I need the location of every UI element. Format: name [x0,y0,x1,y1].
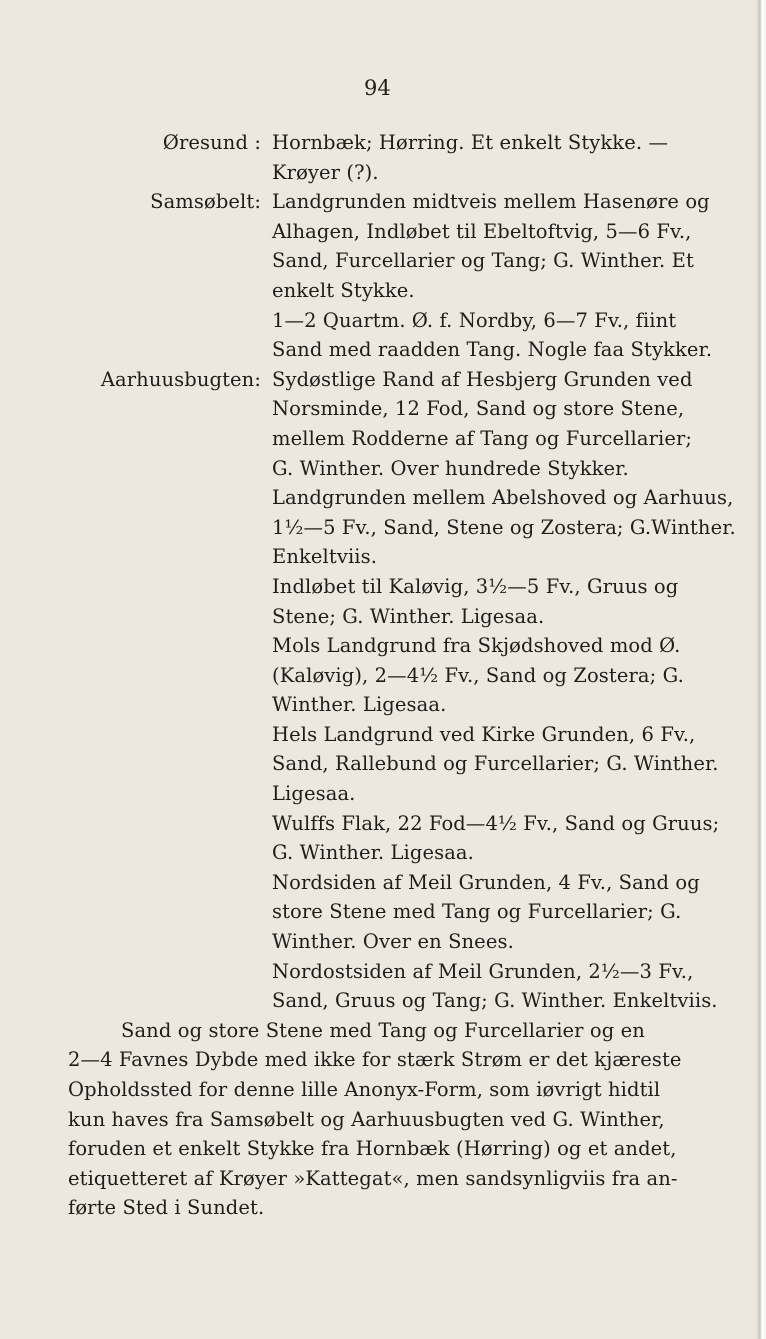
text-line: Nordostsiden af Meil Grunden, 2½—3 Fv., [272,959,694,983]
text-line: Winther. Over en Snees. [272,930,514,954]
text-line: Nordsiden af Meil Grunden, 4 Fv., Sand og [272,870,700,894]
text-line: kun haves fra Samsøbelt og Aarhuusbugten ved G. Winther, [68,1107,665,1131]
text-line: Sand, Gruus og Tang; G. Winther. Enkeltviis. [272,989,718,1013]
text-line: Sand med raadden Tang. Nogle faa Stykker. [272,338,713,362]
text-line: Krøyer (?). [272,160,379,184]
entry-text-samsobelt [272,187,713,365]
text-line: mellem Rodderne af Tang og Furcellarier; [272,426,693,450]
text-line: Hels Landgrund ved Kirke Grunden, 6 Fv., [272,722,696,746]
text-line: 2—4 Favnes Dybde med ikke for stærk Strøm er det kjæreste [68,1048,682,1072]
text-line: (Kaløvig), 2—4½ Fv., Sand og Zostera; G. [272,663,684,687]
entry-label-samsobelt: Samsøbelt: [150,190,261,214]
text-line: Sand og store Stene med Tang og Furcellarier og en [121,1018,645,1042]
entry-aarhuusbugten [0,365,766,1016]
text-line: Stene; G. Winther. Ligesaa. [272,604,545,628]
text-line: Alhagen, Indløbet til Ebeltoftvig, 5—6 Fv., [272,219,692,243]
page-number: 94 [364,76,391,100]
text-line: Sand, Furcellarier og Tang; G. Winther. Et [272,249,694,273]
text-line: Hornbæk; Hørring. Et enkelt Stykke. — [272,131,669,154]
text-line: Wulffs Flak, 22 Fod—4½ Fv., Sand og Gruus; [272,811,720,835]
text-line: Sydøstlige Rand af Hesbjerg Grunden ved [272,367,693,391]
text-line: Landgrunden mellem Abelshoved og Aarhuus, [272,486,734,510]
text-line: Mols Landgrund fra Skjødshoved mod Ø. [272,634,681,658]
text-line: Ligesaa. [272,782,356,806]
text-line: Enkeltviis. [272,545,378,569]
text-line: Winther. Ligesaa. [272,693,447,717]
text-line: store Stene med Tang og Furcellarier; G. [272,900,682,924]
closing-paragraph [68,1016,680,1223]
text-line: Landgrunden midtveis mellem Hasenøre og [272,190,710,214]
entry-samsobelt [0,187,766,365]
text-line: Indløbet til Kaløvig, 3½—5 Fv., Gruus og [272,574,679,598]
text-line: etiquetteret af Krøyer »Kattegat«, men sandsynligviis fra an- [68,1166,678,1190]
text-line: Opholdssted for denne lille Anonyx-Form, som iøvrigt hidtil [68,1078,661,1101]
text-line: G. Winther. Over hundrede Stykker. [272,456,629,480]
text-line: 1—2 Quartm. Ø. f. Nordby, 6—7 Fv., fiint [272,308,677,332]
text-line: førte Sted i Sundet. [68,1196,265,1220]
page-body [0,128,766,1223]
text-line: Norsminde, 12 Fod, Sand og store Stene, [272,397,685,421]
entry-label-oresund: Øresund : [162,131,261,154]
text-line: Sand, Rallebund og Furcellarier; G. Winther. [272,752,719,776]
text-line: foruden et enkelt Stykke fra Hornbæk (Hørring) og et andet, [68,1137,677,1161]
entry-text-aarhuusbugten [272,365,736,1016]
text-line: 1½—5 Fv., Sand, Stene og Zostera; G.Winther. [272,515,736,539]
text-line: G. Winther. Ligesaa. [272,841,474,865]
entry-oresund [0,128,766,187]
entry-label-aarhuusbugten: Aarhuusbugten: [100,367,261,391]
entry-text-oresund [272,128,680,187]
text-line: enkelt Stykke. [272,278,415,302]
